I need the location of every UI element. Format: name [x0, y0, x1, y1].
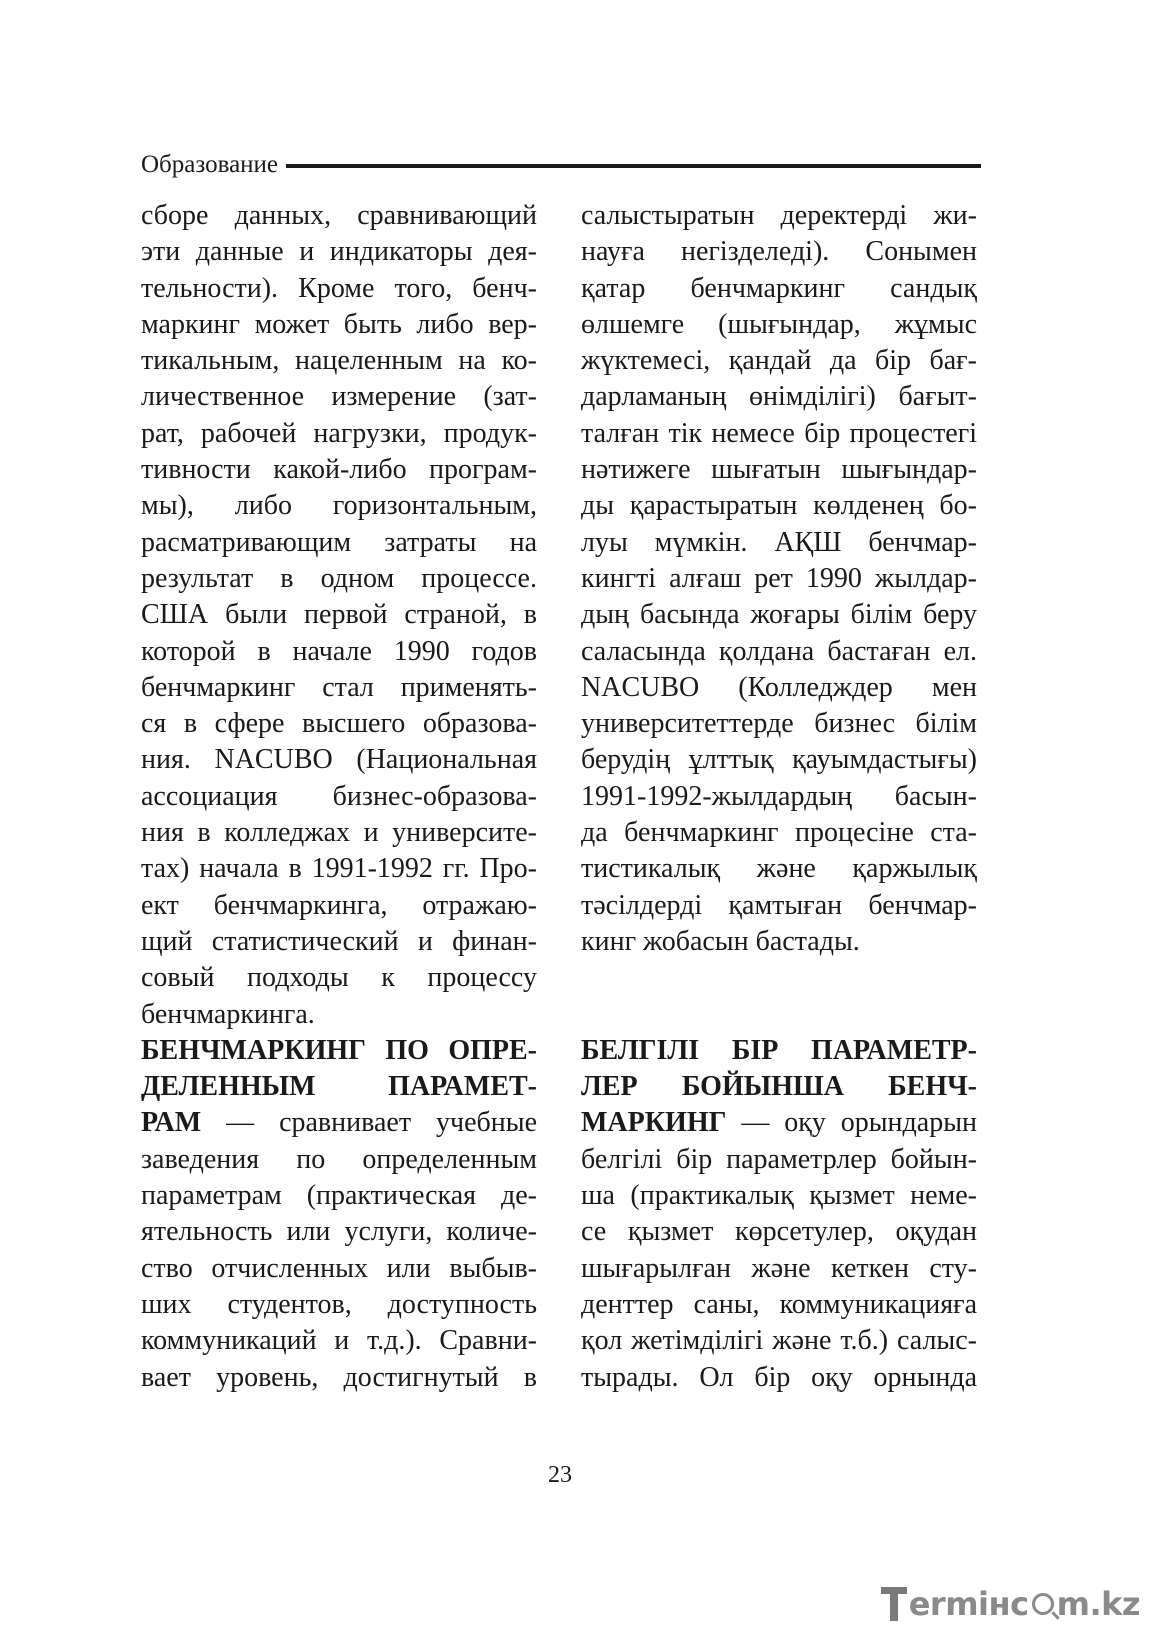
section-term-line-mixed — [581, 1105, 977, 1141]
text-line: луы мүмкін. АҚШ бенчмар- — [581, 526, 977, 558]
text-line: ших студентов, доступность — [141, 1288, 537, 1320]
text-line: тәсілдерді қамтыған бенчмар- — [581, 889, 977, 921]
text-line: ассоциация бизнес-образова- — [141, 780, 537, 812]
watermark-text-start: ermінc — [908, 1585, 1029, 1623]
section-term-line: ДЕЛЕННЫМ ПАРАМЕТ- — [141, 1071, 537, 1103]
text-line: кинг жобасын бастады. — [581, 925, 860, 957]
text-line: результат в одном процессе. — [141, 562, 537, 594]
logo-t-icon — [881, 1587, 907, 1621]
text-line: NACUBO (Колледждер мен — [581, 671, 977, 703]
text-line: эти данные и индикаторы дея- — [141, 236, 537, 268]
header-rule — [286, 164, 981, 168]
text-line: тистикалық және қаржылық — [581, 853, 977, 885]
text-line: саласында қолдана бастаған ел. — [581, 635, 977, 667]
right-section-entry — [581, 1033, 977, 1396]
text-line: заведения по определенным — [141, 1143, 537, 1175]
text-line: белгілі бір параметрлер бойын- — [581, 1143, 977, 1175]
text-line: денттер саны, коммуникацияға — [581, 1288, 977, 1320]
text-line: ство отчисленных или выбыв- — [141, 1252, 537, 1284]
section-term-bold: МАРКИНГ — [581, 1107, 727, 1139]
text-line: маркинг может быть либо вер- — [141, 308, 537, 340]
text-line: ния в колледжах и университе- — [141, 817, 537, 849]
text-line: ятельность или услуги, количе- — [141, 1216, 537, 1248]
section-term-line: БЕЛГІЛІ БІР ПАРАМЕТР- — [581, 1034, 977, 1066]
right-column — [581, 198, 977, 1396]
text-line: талған тік немесе бір процестегі — [581, 417, 977, 449]
text-line: тырады. Ол бір оқу орнында — [581, 1361, 977, 1393]
text-line: ект бенчмаркинга, отражаю- — [141, 889, 537, 921]
text-line: се қызмет көрсетулер, оқудан — [581, 1216, 977, 1248]
text-line: жүктемесі, қандай да бір бағ- — [581, 345, 977, 377]
text-line: бенчмаркинга. — [141, 998, 315, 1030]
text-line: науға негізделеді). Сонымен — [581, 236, 977, 268]
text-line: университеттерде бизнес білім — [581, 708, 977, 740]
text-line: дың басында жоғары білім беру — [581, 599, 977, 631]
text-line: тикальным, нацеленным на ко- — [141, 345, 537, 377]
text-line: которой в начале 1990 годов — [141, 635, 537, 667]
text-line: берудің ұлттық қауымдастығы) — [581, 744, 977, 776]
text-line: ния. NACUBO (Национальная — [141, 744, 537, 776]
left-column — [141, 198, 537, 1396]
text-line: личественное измерение (зат- — [141, 381, 537, 413]
magnifier-icon — [1032, 1593, 1054, 1615]
section-definition-start: — сравнивает учебные — [201, 1107, 537, 1139]
text-line: ся в сфере высшего образова- — [141, 708, 537, 740]
section-term-bold: РАМ — [141, 1107, 202, 1139]
section-term-line: ЛЕР БОЙЫНША БЕНЧ- — [581, 1071, 977, 1103]
section-term-line-mixed — [141, 1105, 537, 1141]
section-term-line: БЕНЧМАРКИНГ ПО ОПРЕ- — [141, 1034, 537, 1066]
text-line: щий статистический и финан- — [141, 925, 537, 957]
text-line: США были первой страной, в — [141, 599, 537, 631]
text-line: бенчмаркинг стал применять- — [141, 671, 537, 703]
left-paragraph — [141, 198, 537, 1033]
text-line: совый подходы к процессу — [141, 962, 537, 994]
text-line: рат, рабочей нагрузки, продук- — [141, 417, 537, 449]
text-line: шығарылған және кеткен сту- — [581, 1252, 977, 1284]
text-line: ша (практикалық қызмет неме- — [581, 1180, 977, 1212]
header-title: Образование — [141, 151, 279, 178]
text-line: 1991-1992-жылдардың басын- — [581, 780, 977, 812]
text-line: нәтижеге шығатын шығындар- — [581, 454, 977, 486]
text-line: дарламаның өнімділігі) бағыт- — [581, 381, 977, 413]
paragraph-gap — [581, 960, 977, 1033]
text-line: тивности какой-либо програм- — [141, 454, 537, 486]
text-line: ды қарастыратын көлденең бо- — [581, 490, 977, 522]
running-header — [141, 145, 981, 185]
text-line: вает уровень, достигнутый в — [141, 1361, 537, 1393]
right-paragraph — [581, 198, 977, 960]
text-line: расматривающим затраты на — [141, 526, 537, 558]
left-section-entry — [141, 1033, 537, 1396]
watermark-text-end: m.kz — [1056, 1585, 1140, 1623]
site-watermark-logo — [881, 1585, 1140, 1623]
text-line: коммуникаций и т.д.). Сравни- — [141, 1325, 537, 1357]
text-line: өлшемге (шығындар, жұмыс — [581, 308, 977, 340]
text-line: тельности). Кроме того, бенч- — [141, 272, 537, 304]
text-line: мы), либо горизонтальным, — [141, 490, 537, 522]
text-line: қол жетімділігі және т.б.) салыс- — [581, 1325, 977, 1357]
text-line: параметрам (практическая де- — [141, 1180, 537, 1212]
text-line: қатар бенчмаркинг сандық — [581, 272, 977, 304]
section-definition-start: — оқу орындарын — [726, 1107, 977, 1139]
text-line: сборе данных, сравнивающий — [141, 200, 537, 231]
text-line: кингті алғаш рет 1990 жылдар- — [581, 562, 977, 594]
page-number: 23 — [548, 1462, 572, 1488]
text-line: салыстыратын деректерді жи- — [581, 200, 977, 231]
text-line: тах) начала в 1991-1992 гг. Про- — [141, 853, 537, 885]
text-line: да бенчмаркинг процесіне ста- — [581, 817, 977, 849]
